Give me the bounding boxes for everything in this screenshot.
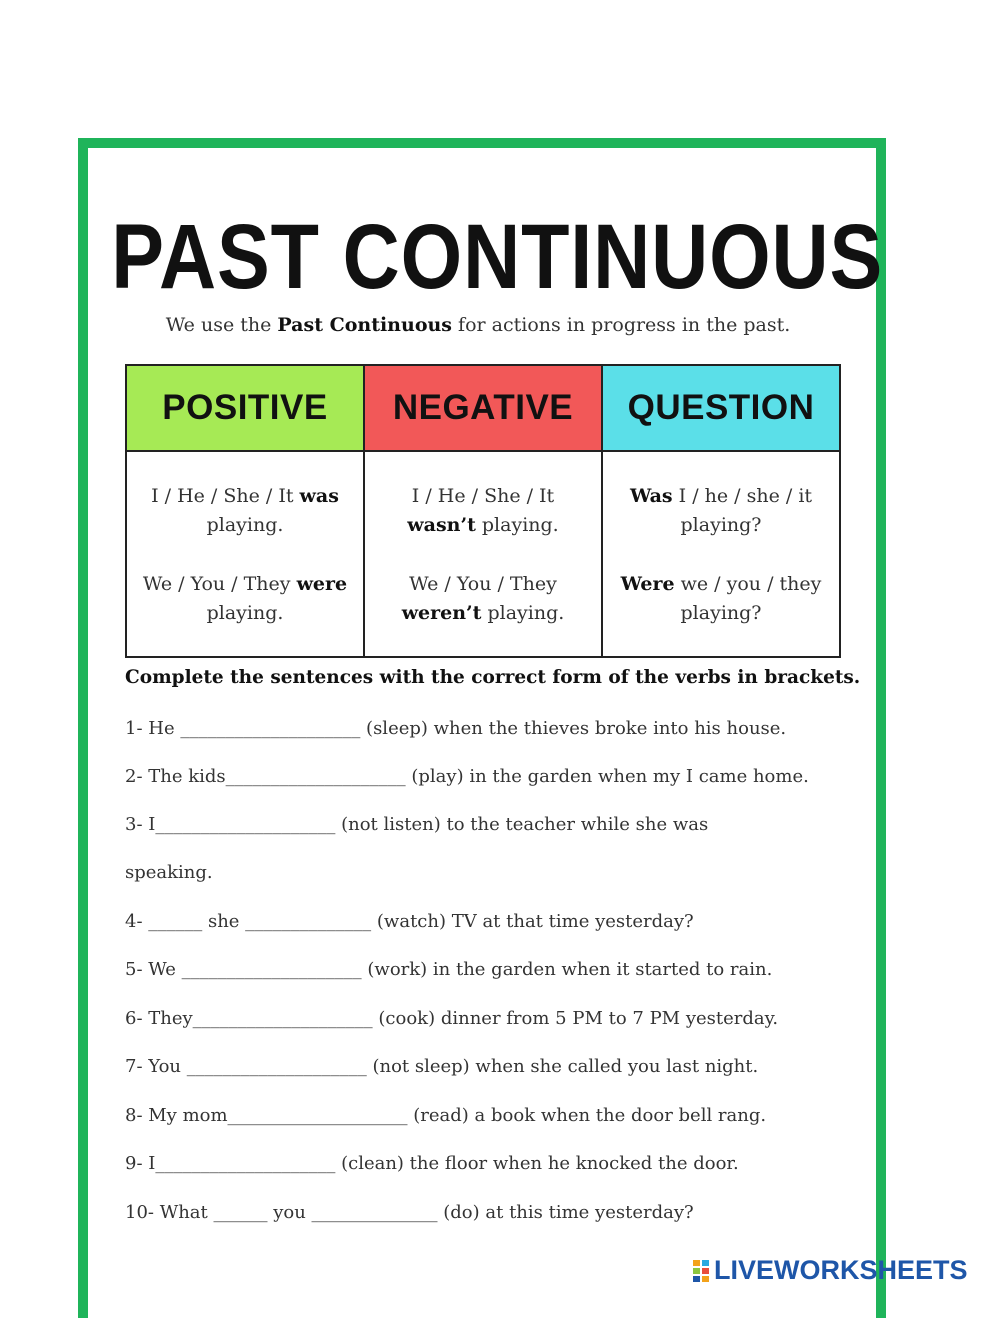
intro-text <box>0 314 956 336</box>
exercise-sentence-1[interactable]: 1- He ____________________ (sleep) when the thieves broke into his house. <box>125 718 787 739</box>
logo-grid-icon <box>692 1259 710 1283</box>
positive-line: I / He / She / It was playing. <box>151 485 339 536</box>
exercise-sentence-9[interactable]: 9- I____________________ (clean) the floor when he knocked the door. <box>125 1153 739 1174</box>
intro-after: for actions in progress in the past. <box>452 314 791 336</box>
exercise-sentence-7[interactable]: 7- You ____________________ (not sleep) when she called you last night. <box>125 1056 759 1077</box>
exercise-sentence-2[interactable]: 2- The kids____________________ (play) in the garden when my I came home. <box>125 766 809 787</box>
page-title: PAST CONTINUOUS <box>111 206 884 308</box>
positive-cell <box>126 451 364 657</box>
negative-cell <box>364 451 602 657</box>
exercise-sentence-3-continued: speaking. <box>125 862 213 883</box>
header-negative: NEGATIVE <box>364 365 602 451</box>
grammar-table <box>125 364 841 658</box>
exercise-sentence-4[interactable]: 4- ______ she ______________ (watch) TV at that time yesterday? <box>125 911 694 932</box>
intro-before: We use the <box>165 314 278 336</box>
positive-line: We / You / They were playing. <box>142 573 348 624</box>
liveworksheets-logo <box>692 1255 968 1286</box>
header-positive: POSITIVE <box>126 365 364 451</box>
header-question: QUESTION <box>602 365 840 451</box>
question-cell <box>602 451 840 657</box>
question-line: Was I / he / she / it playing? <box>629 485 813 536</box>
question-line: Were we / you / they playing? <box>620 573 822 624</box>
intro-bold: Past Continuous <box>277 314 452 336</box>
exercise-sentence-10[interactable]: 10- What ______ you ______________ (do) at this time yesterday? <box>125 1202 694 1223</box>
exercise-sentence-5[interactable]: 5- We ____________________ (work) in the garden when it started to rain. <box>125 959 773 980</box>
exercise-sentence-6[interactable]: 6- They____________________ (cook) dinner from 5 PM to 7 PM yesterday. <box>125 1008 779 1029</box>
negative-line: I / He / She / It wasn’t playing. <box>407 485 559 536</box>
negative-line: We / You / They weren’t playing. <box>401 573 565 624</box>
exercise-sentence-3[interactable]: 3- I____________________ (not listen) to the teacher while she was <box>125 814 709 835</box>
exercise-instruction: Complete the sentences with the correct form of the verbs in brackets. <box>125 667 861 688</box>
logo-text: LIVEWORKSHEETS <box>714 1255 968 1285</box>
exercise-sentence-8[interactable]: 8- My mom____________________ (read) a book when the door bell rang. <box>125 1105 767 1126</box>
